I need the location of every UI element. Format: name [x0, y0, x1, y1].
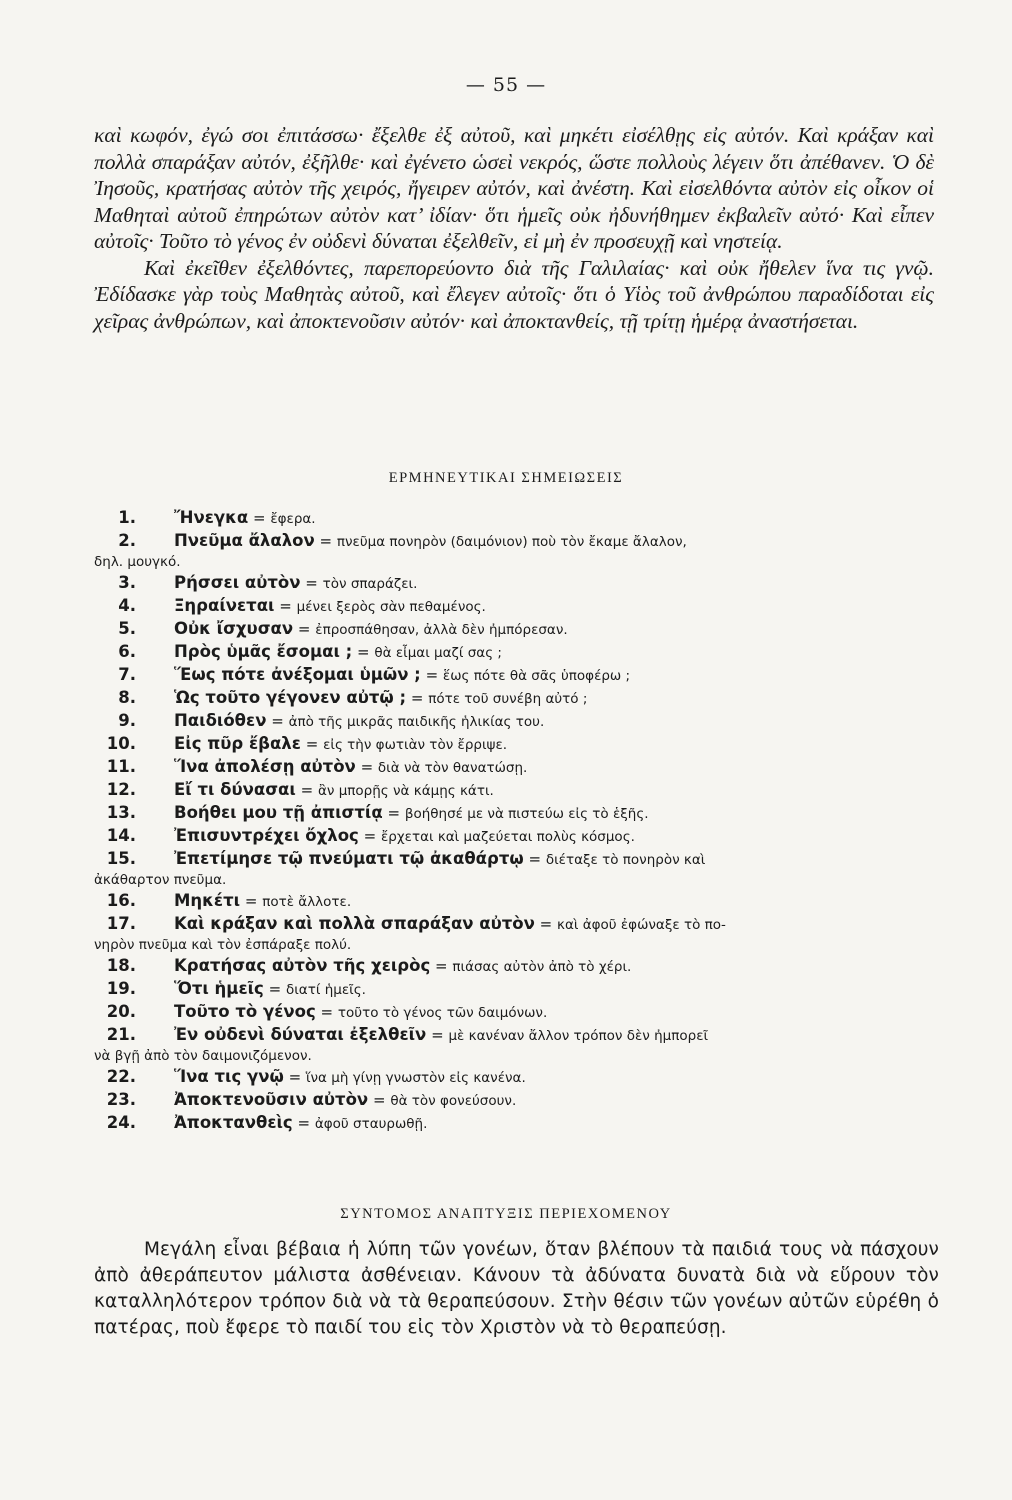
- note-definition: ποτὲ ἄλλοτε.: [262, 894, 352, 910]
- note-term: Ἀποκτενοῦσιν αὐτὸν: [174, 1090, 369, 1109]
- note-term: Ἤνεγκα: [174, 508, 249, 527]
- note-equals: =: [425, 666, 439, 684]
- note-equals: =: [410, 689, 424, 707]
- note-number: 15.: [106, 849, 136, 868]
- note-line: [94, 779, 924, 802]
- note-item: [94, 913, 924, 955]
- note-equals: =: [297, 620, 311, 638]
- note-line: [94, 664, 924, 687]
- note-line: [94, 802, 924, 825]
- note-item: [94, 733, 924, 756]
- note-number: 11.: [106, 757, 136, 776]
- note-term: Καὶ κράξαν καὶ πολλὰ σπαράξαν αὐτὸν: [174, 914, 535, 933]
- note-definition: μὲ κανέναν ἄλλον τρόπον δὲν ἠμπορεῖ: [448, 1028, 709, 1044]
- note-definition: διὰ νὰ τὸν θανατώσῃ.: [377, 760, 528, 776]
- note-number: 18.: [106, 956, 136, 975]
- note-definition: πιάσας αὐτὸν ἀπὸ τὸ χέρι.: [452, 959, 632, 975]
- note-equals: =: [357, 643, 370, 661]
- note-line: [94, 507, 924, 530]
- note-term: Ἐν οὐδενὶ δύναται ἐξελθεῖν: [174, 1025, 427, 1044]
- note-definition: ἕως πότε θὰ σᾶς ὑποφέρω ;: [442, 668, 631, 684]
- note-term: Πρὸς ὑμᾶς ἔσομαι ;: [174, 642, 353, 661]
- note-definition: ἐπροσπάθησαν, ἀλλὰ δὲν ἠμπόρεσαν.: [315, 622, 568, 638]
- note-definition: ἔφερα.: [270, 511, 316, 527]
- note-equals: =: [387, 804, 401, 822]
- note-number: 1.: [118, 508, 136, 527]
- note-equals: =: [360, 758, 374, 776]
- note-item: [94, 1089, 924, 1112]
- note-line: [94, 618, 924, 641]
- note-term: Ἕως πότε ἀνέξομαι ὑμῶν ;: [174, 665, 421, 684]
- note-definition: διέταξε τὸ πονηρὸν καὶ: [545, 852, 706, 868]
- scripture-text: [94, 122, 934, 334]
- scripture-paragraph-1: καὶ κωφόν, ἐγώ σοι ἐπιτάσσω· ἔξελθε ἐξ αὐτοῦ, καὶ μηκέτι εἰσέλθῃς εἰς αὐτόν. Καὶ κράξαν καὶ πολλὰ σπαράξαν αὐτόν, ἐξῆλθε· καὶ ἐγένετο ὡσεὶ νεκρός, ὥστε πολλοὺς λέγειν ὅτι ἀπέθανεν. Ὁ δὲ Ἰησοῦς, κρατήσας αὐτὸν τῆς χειρός, ἤγειρεν αὐτόν, καὶ ἀνέστη. Καὶ εἰσελθόντα αὐτὸν εἰς οἶκον οἱ Μαθηταὶ αὐτοῦ ἐπηρώτων αὐτὸν κατ’ ἰδίαν· ὅτι ἡμεῖς οὐκ ἠδυνήθημεν ἐκβαλεῖν αὐτό· Καὶ εἶπεν αὐτοῖς· Τοῦτο τὸ γένος ἐν οὐδενὶ δύναται ἐξελθεῖν, εἰ μὴ ἐν προσευχῇ καὶ νηστείᾳ.: [94, 123, 934, 253]
- note-definition: τὸν σπαράζει.: [322, 576, 418, 592]
- note-definition: πότε τοῦ συνέβη αὐτό ;: [428, 691, 588, 707]
- summary-paragraph: Μεγάλη εἶναι βέβαια ἡ λύπη τῶν γονέων, ὅταν βλέπουν τὰ παιδιά τους νὰ πάσχουν ἀπὸ ἀθεράπευτον μάλιστα ἀσθένειαν. Κάνουν τὰ ἀδύνατα δυνατὰ διὰ νὰ εὕρουν τὸν καταλληλότερον τρόπον διὰ νὰ τὰ θεραπεύσουν. Στὴν θέσιν τῶν γονέων αὐτῶν εὑρέθη ὁ πατέρας, ποὺ ἔφερε τὸ παιδί του εἰς τὸν Χριστὸν νὰ τὸ θεραπεύσῃ.: [94, 1239, 939, 1338]
- note-item: [94, 802, 924, 825]
- note-equals: =: [297, 1114, 311, 1132]
- note-equals: =: [305, 735, 319, 753]
- note-definition: ἵνα μὴ γίνῃ γνωστὸν εἰς κανένα.: [305, 1070, 526, 1086]
- note-definition: μένει ξερὸς σὰν πεθαμένος.: [296, 599, 486, 615]
- note-item: [94, 756, 924, 779]
- note-term: Ἀποκτανθεὶς: [174, 1113, 293, 1132]
- note-term: Τοῦτο τὸ γένος: [174, 1002, 316, 1021]
- note-number: 14.: [106, 826, 136, 845]
- note-term: Ρήσσει αὐτὸν: [174, 573, 301, 592]
- note-definition: διατί ἡμεῖς.: [285, 982, 366, 998]
- note-item: [94, 687, 924, 710]
- note-definition: εἰς τὴν φωτιὰν τὸν ἔρριψε.: [323, 737, 508, 753]
- note-line: [94, 572, 924, 595]
- note-number: 16.: [106, 891, 136, 910]
- notes-list: [94, 507, 924, 1135]
- note-number: 12.: [106, 780, 136, 799]
- summary-heading: ΣΥΝΤΟΜΟΣ ΑΝΑΠΤΥΞΙΣ ΠΕΡΙΕΧΟΜΕΝΟΥ: [340, 1206, 672, 1222]
- note-term: Ἐπισυντρέχει ὄχλος: [174, 826, 359, 845]
- note-definition: ἀπὸ τῆς μικρᾶς παιδικῆς ἡλικίας του.: [288, 714, 545, 730]
- note-item: [94, 664, 924, 687]
- page-number: — 55 —: [465, 74, 547, 96]
- note-definition: τοῦτο τὸ γένος τῶν δαιμόνων.: [337, 1005, 548, 1021]
- note-line: [94, 978, 924, 1001]
- note-item: [94, 507, 924, 530]
- note-continuation: νὰ βγῇ ἀπὸ τὸν δαιμονιζόμενον.: [94, 1048, 312, 1064]
- note-line: [94, 756, 924, 779]
- note-item: [94, 572, 924, 595]
- note-line: [94, 710, 924, 733]
- note-item: [94, 1001, 924, 1024]
- note-number: 6.: [118, 642, 136, 661]
- note-equals: =: [320, 1003, 334, 1021]
- note-item: [94, 825, 924, 848]
- note-equals: =: [363, 827, 377, 845]
- note-line: [94, 848, 924, 871]
- note-number: 24.: [106, 1113, 136, 1132]
- note-item: [94, 890, 924, 913]
- note-equals: =: [435, 957, 448, 975]
- note-line: [94, 913, 924, 936]
- note-line: [94, 1089, 924, 1112]
- note-term: Κρατήσας αὐτὸν τῆς χειρὸς: [174, 956, 431, 975]
- note-number: 5.: [118, 619, 136, 638]
- note-line: [94, 955, 924, 978]
- note-line: [94, 530, 924, 553]
- note-item: [94, 1024, 924, 1066]
- note-equals: =: [528, 850, 542, 868]
- note-line: [94, 641, 924, 664]
- note-item: [94, 848, 924, 890]
- note-equals: =: [300, 781, 314, 799]
- note-term: Εἰς πῦρ ἔβαλε: [174, 734, 301, 753]
- note-equals: =: [288, 1068, 302, 1086]
- note-line: [94, 1112, 924, 1135]
- note-term: Ἵνα τις γνῷ: [174, 1067, 284, 1086]
- note-number: 9.: [118, 711, 136, 730]
- note-continuation: δηλ. μουγκό.: [94, 554, 181, 570]
- note-continuation: νηρὸν πνεῦμα καὶ τὸν ἐσπάραξε πολύ.: [94, 937, 352, 953]
- note-term: Παιδιόθεν: [174, 711, 267, 730]
- note-item: [94, 618, 924, 641]
- notes-heading: ΕΡΜΗΝΕΥΤΙΚΑΙ ΣΗΜΕΙΩΣΕΙΣ: [388, 470, 624, 486]
- note-term: Ἐπετίμησε τῷ πνεύματι τῷ ἀκαθάρτῳ: [174, 849, 524, 868]
- note-line: [94, 687, 924, 710]
- scripture-paragraph-2: Καὶ ἐκεῖθεν ἐξελθόντες, παρεπορεύοντο διὰ τῆς Γαλιλαίας· καὶ οὐκ ἤθελεν ἵνα τις γνῷ. Ἐδίδασκε γὰρ τοὺς Μαθητὰς αὐτοῦ, καὶ ἔλεγεν αὐτοῖς· ὅτι ὁ Υἱὸς τοῦ ἀνθρώπου παραδίδοται εἰς χεῖρας ἀνθρώπων, καὶ ἀποκτενοῦσιν αὐτόν· καὶ ἀποκτανθείς, τῇ τρίτῃ ἡμέρᾳ ἀναστήσεται.: [94, 255, 934, 333]
- note-term: Ὅτι ἡμεῖς: [174, 979, 264, 998]
- note-equals: =: [319, 532, 333, 550]
- note-number: 2.: [118, 531, 136, 550]
- note-term: Ἵνα ἀπολέσῃ αὐτὸν: [174, 757, 356, 776]
- note-term: Βοήθει μου τῇ ἀπιστίᾳ: [174, 803, 383, 822]
- note-definition: πνεῦμα πονηρὸν (δαιμόνιον) ποὺ τὸν ἔκαμε ἄλαλον,: [336, 534, 687, 550]
- note-item: [94, 641, 924, 664]
- note-line: [94, 825, 924, 848]
- note-term: Μηκέτι: [174, 891, 241, 910]
- note-number: 13.: [106, 803, 136, 822]
- note-term: Ὡς τοῦτο γέγονεν αὐτῷ ;: [174, 688, 407, 707]
- note-term: Οὐκ ἴσχυσαν: [174, 619, 294, 638]
- note-equals: =: [431, 1026, 444, 1044]
- note-item: [94, 530, 924, 572]
- note-line: [94, 1001, 924, 1024]
- note-line: [94, 1066, 924, 1089]
- note-line: [94, 1024, 924, 1047]
- note-number: 20.: [106, 1002, 136, 1021]
- note-number: 22.: [106, 1067, 136, 1086]
- note-equals: =: [279, 597, 292, 615]
- note-item: [94, 978, 924, 1001]
- note-number: 3.: [118, 573, 136, 592]
- note-number: 23.: [106, 1090, 136, 1109]
- note-number: 8.: [118, 688, 136, 707]
- note-equals: =: [244, 892, 258, 910]
- note-equals: =: [305, 574, 318, 592]
- note-term: Εἴ τι δύνασαι: [174, 780, 296, 799]
- note-equals: =: [539, 915, 553, 933]
- note-definition: ἔρχεται καὶ μαζεύεται πολὺς κόσμος.: [380, 829, 635, 845]
- note-term: Πνεῦμα ἄλαλον: [174, 531, 315, 550]
- note-definition: ἂν μπορῇς νὰ κάμῃς κάτι.: [317, 783, 494, 799]
- note-definition: βοήθησέ με νὰ πιστεύω εἰς τὸ ἑξῆς.: [404, 806, 649, 822]
- note-item: [94, 710, 924, 733]
- note-term: Ξηραίνεται: [174, 596, 275, 615]
- note-equals: =: [252, 509, 266, 527]
- note-item: [94, 955, 924, 978]
- note-number: 19.: [106, 979, 136, 998]
- note-line: [94, 890, 924, 913]
- note-number: 17.: [106, 914, 136, 933]
- note-definition: καὶ ἀφοῦ ἐφώναξε τὸ πο-: [557, 917, 726, 933]
- note-number: 4.: [118, 596, 136, 615]
- note-definition: ἀφοῦ σταυρωθῇ.: [314, 1116, 428, 1132]
- note-equals: =: [271, 712, 284, 730]
- note-line: [94, 595, 924, 618]
- note-equals: =: [372, 1091, 386, 1109]
- note-item: [94, 1112, 924, 1135]
- note-equals: =: [268, 980, 282, 998]
- note-definition: θὰ εἶμαι μαζί σας ;: [374, 645, 502, 661]
- note-continuation: ἀκάθαρτον πνεῦμα.: [94, 872, 227, 888]
- note-number: 21.: [106, 1025, 136, 1044]
- note-item: [94, 779, 924, 802]
- note-item: [94, 595, 924, 618]
- note-number: 10.: [106, 734, 136, 753]
- note-number: 7.: [118, 665, 136, 684]
- note-item: [94, 1066, 924, 1089]
- note-definition: θὰ τὸν φονεύσουν.: [390, 1093, 517, 1109]
- note-line: [94, 733, 924, 756]
